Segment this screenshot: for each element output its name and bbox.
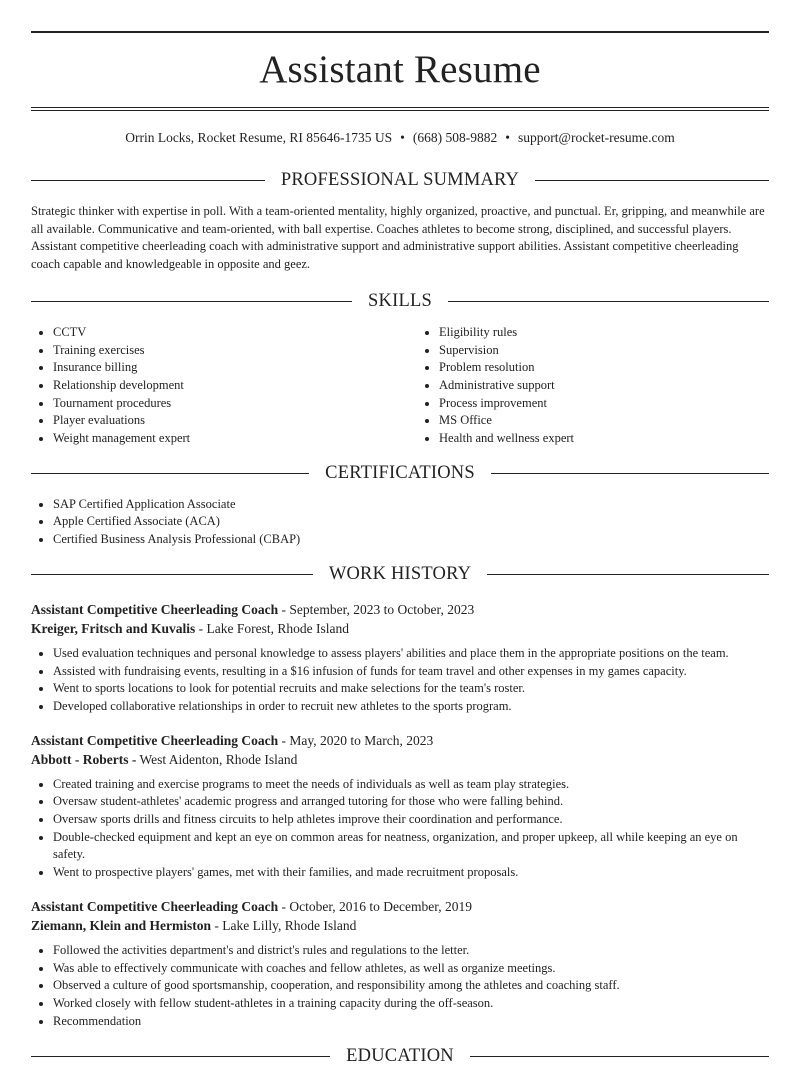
contact-separator: • [505,130,511,145]
heading-rule [487,574,769,575]
job-bullet: • Went to prospective players' games, met with their families, and made recruitment proposals. [53,864,769,882]
contact-address: Orrin Locks, Rocket Resume, RI 85646-1735 US [125,130,393,145]
heading-rule [470,1056,769,1057]
contact-phone: (668) 508-9882 [412,130,498,145]
job-bullet: • Oversaw sports drills and fitness circuits to help athletes improve their coordination and performance. [53,811,769,829]
heading-rule [535,180,769,181]
top-rule [31,31,769,33]
job-bullets [31,776,769,882]
job-location: West Aidenton, Rhode Island [136,752,298,768]
skill-item: • Relationship development [53,377,417,395]
job-bullet: • Went to sports locations to look for potential recruits and make selections for the team's roster. [53,680,769,698]
job-company: Abbott - Roberts - [31,752,137,768]
skill-item: • Supervision [439,342,800,360]
skills-column-right [417,324,800,448]
job-company-line [31,750,769,770]
job-title-line [31,731,769,751]
contact-separator: • [400,130,405,145]
job-company: Kreiger, Fritsch and Kuvalis [31,621,196,637]
certification-item: • Apple Certified Associate (ACA) [53,513,769,531]
job-title: Assistant Competitive Cheerleading Coach [31,898,279,914]
job-bullet: • Followed the activities department's and district's rules and regulations to the letter. [53,942,769,960]
section-heading-skills [31,290,769,314]
skill-item: • Insurance billing [53,359,417,377]
job-bullet: • Was able to effectively communicate with coaches and fellow athletes, as well as organize meetings. [53,960,769,978]
job-bullet: • Assisted with fundraising events, resulting in a $16 infusion of funds for team travel and other expenses in my games capacity. [53,663,769,681]
resume-page [31,0,769,1068]
skill-item: • Player evaluations [53,412,417,430]
section-title: PROFESSIONAL SUMMARY [280,169,520,190]
job-company-line [31,619,769,639]
job-dates: - October, 2016 to December, 2019 [278,898,472,914]
heading-rule [31,473,309,474]
summary-text: Strategic thinker with expertise in poll. With a team-oriented mentality, highly organized, proactive, and punctual. Er, gripping, and meanwhile are all available. Communicative and team-oriented, with ball expertise. Coaches athletes to become strong, disciplined, and successful players. Assistant competitive cheerleading coach with administrative support and administrative support abilities. Assistant competitive cheerleading coach capable and knowledgeable in opposite and geez. [31,204,765,272]
job-company-line [31,916,769,936]
heading-rule [491,473,769,474]
job-bullet: • Worked closely with fellow student-athletes in a training capacity during the off-season. [53,995,769,1013]
job-title-line [31,897,769,917]
contact-line [31,128,769,148]
job-entry [31,897,769,1031]
heading-rule [31,574,313,575]
job-bullet: • Created training and exercise programs to meet the needs of individuals as well as team play strategies. [53,776,769,794]
skill-item: • Tournament procedures [53,395,417,413]
section-heading-education [31,1044,769,1068]
section-title: EDUCATION [346,1045,454,1066]
job-location: - Lake Forest, Rhode Island [195,621,349,637]
job-bullet: • Observed a culture of good sportsmanship, cooperation, and responsibility among the athletes and coaching staff. [53,977,769,995]
section-title: WORK HISTORY [328,564,472,585]
section-title: SKILLS [368,291,432,312]
skill-item: • Process improvement [439,395,800,413]
heading-rule [31,1056,330,1057]
job-company: Ziemann, Klein and Hermiston [31,918,212,934]
skill-item: • CCTV [53,324,417,342]
job-entry [31,731,769,882]
skill-item: • Problem resolution [439,359,800,377]
job-entry [31,600,769,716]
skill-item: • Eligibility rules [439,324,800,342]
job-bullets [31,942,769,1031]
skill-item: • Weight management expert [53,430,417,448]
resume-title: Assistant Resume [259,48,541,91]
job-bullet: • Double-checked equipment and kept an eye on common areas for neatness, organization, and proper upkeep, all while keeping an eye on safety. [53,829,769,864]
heading-rule [31,180,265,181]
job-bullet: • Oversaw student-athletes' academic progress and arranged tutoring for those who were falling behind. [53,793,769,811]
certifications-list [31,496,769,549]
section-heading-work-history [31,563,769,587]
heading-rule [448,301,769,302]
title-double-rule [31,107,769,111]
certification-item: • Certified Business Analysis Professional (CBAP) [53,531,769,549]
section-heading-summary [31,168,769,192]
skills-column-left [31,324,417,448]
section-heading-certifications [31,462,769,486]
heading-rule [31,301,352,302]
skill-item: • Administrative support [439,377,800,395]
job-bullet: • Recommendation [53,1013,769,1031]
skill-item: • MS Office [439,412,800,430]
certification-item: • SAP Certified Application Associate [53,496,769,514]
skill-item: • Health and wellness expert [439,430,800,448]
job-bullet: • Used evaluation techniques and personal knowledge to assess players' abilities and place them in the appropriate positions on the team. [53,645,769,663]
job-bullet: • Developed collaborative relationships in order to recruit new athletes to the sports program. [53,698,769,716]
contact-email: support@rocket-resume.com [518,130,675,145]
job-title-line [31,600,769,620]
job-dates: - May, 2020 to March, 2023 [278,732,434,748]
job-title: Assistant Competitive Cheerleading Coach [31,732,279,748]
section-title: CERTIFICATIONS [325,463,475,484]
job-location: - Lake Lilly, Rhode Island [211,918,357,934]
skill-item: • Training exercises [53,342,417,360]
job-title: Assistant Competitive Cheerleading Coach [31,601,279,617]
skills-list [31,324,769,448]
job-bullets [31,645,769,716]
job-dates: - September, 2023 to October, 2023 [278,601,475,617]
